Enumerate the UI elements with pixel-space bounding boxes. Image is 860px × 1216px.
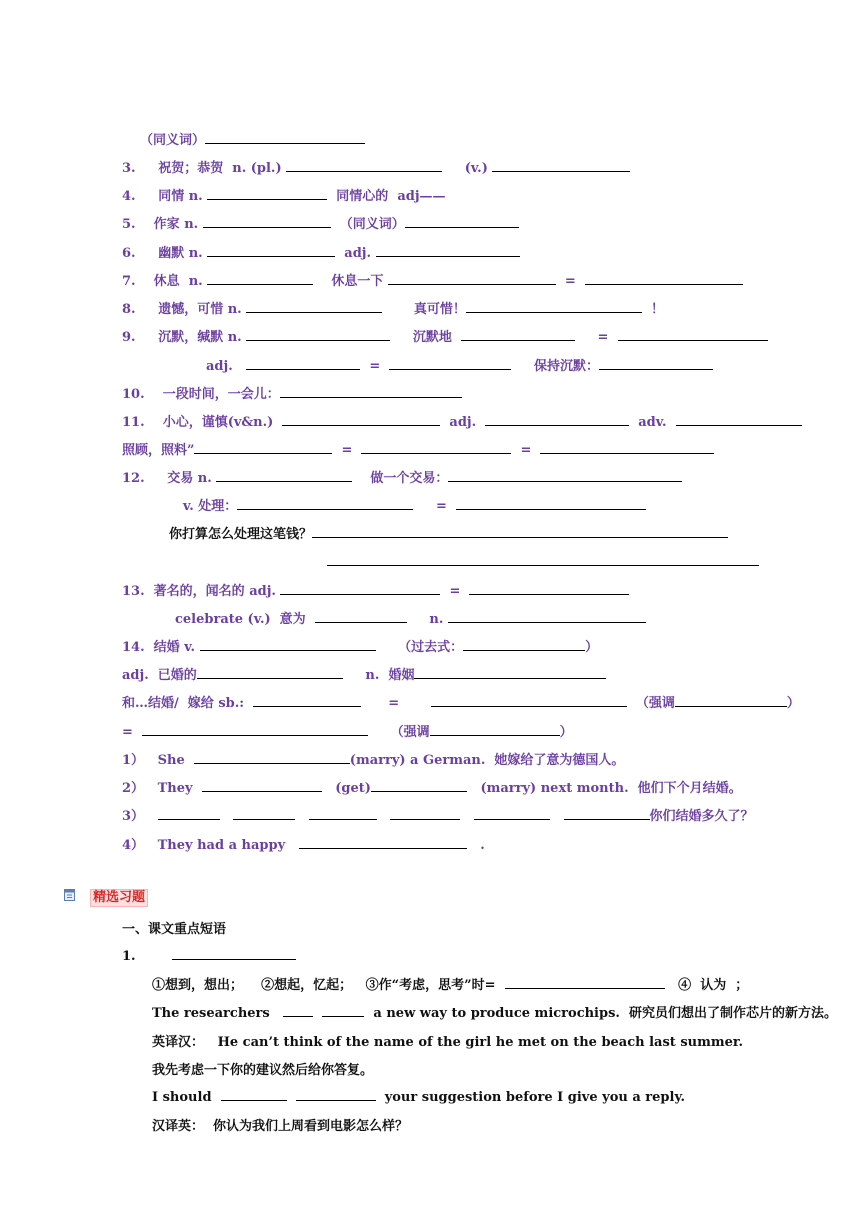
worksheet-line: [327, 552, 759, 570]
line-text: 3）: [122, 809, 158, 824]
line-text: ①想到，想出； ②想起，忆起； ③作“考虑，思考”时=: [152, 978, 505, 993]
answer-blank[interactable]: [505, 975, 665, 989]
answer-blank[interactable]: [327, 552, 759, 566]
answer-blank[interactable]: [216, 468, 352, 482]
answer-blank[interactable]: [207, 271, 313, 285]
line-text: [460, 809, 474, 824]
answer-blank[interactable]: [599, 356, 713, 370]
line-text: (get): [321, 781, 371, 796]
line-text: n. 婚姻: [342, 668, 415, 683]
worksheet-line: [152, 1059, 373, 1078]
answer-blank[interactable]: [246, 356, 360, 370]
worksheet-line: [122, 185, 446, 204]
worksheet-line: [122, 326, 768, 345]
worksheet-line: [122, 383, 462, 402]
answer-blank[interactable]: [286, 158, 442, 172]
line-text: （过去式：: [375, 640, 464, 655]
worksheet-line: [152, 1002, 837, 1021]
answer-blank[interactable]: [282, 412, 440, 426]
line-text: ）: [585, 640, 599, 655]
line-text: a new way to produce microchips. 研究员们想出了制作芯片的新方法。: [364, 1006, 837, 1021]
line-text: 13. 著名的，闻名的 adj.: [122, 584, 281, 599]
worksheet-line: [122, 918, 226, 937]
line-text: 2） They: [122, 781, 202, 796]
worksheet-line: [183, 495, 646, 514]
line-text: (marry) next month. 他们下个月结婚。: [466, 781, 742, 796]
answer-blank[interactable]: [485, 412, 629, 426]
book-icon: [64, 889, 75, 901]
line-text: adj. 已婚的: [122, 668, 197, 683]
answer-blank[interactable]: [221, 1087, 287, 1101]
worksheet-line: [122, 242, 520, 261]
answer-blank[interactable]: [280, 384, 462, 398]
line-text: 英译汉： He can’t think of the name of the girl he met on the beach last summer.: [152, 1035, 744, 1050]
answer-blank[interactable]: [618, 327, 768, 341]
line-text: =: [555, 274, 585, 289]
answer-blank[interactable]: [456, 496, 646, 510]
answer-blank[interactable]: [376, 243, 520, 257]
line-text: 4. 同情 n.: [122, 189, 208, 204]
answer-blank[interactable]: [389, 356, 511, 370]
worksheet-line: [175, 608, 646, 627]
line-text: 汉译英： 你认为我们上周看到电影怎么样？: [152, 1119, 409, 1134]
worksheet-line: [122, 664, 606, 683]
worksheet-line: [122, 157, 630, 176]
line-text: 休息一下: [313, 274, 388, 289]
answer-blank[interactable]: [492, 158, 630, 172]
answer-blank[interactable]: [233, 806, 295, 820]
worksheet-line: [122, 805, 754, 824]
line-text: 一、课文重点短语: [122, 922, 227, 937]
line-text: =: [574, 330, 618, 345]
worksheet-line: [122, 270, 743, 289]
line-text: （同义词）: [330, 217, 405, 232]
answer-blank[interactable]: [469, 581, 629, 595]
answer-blank[interactable]: [237, 496, 413, 510]
worksheet-line: [122, 467, 682, 486]
answer-blank[interactable]: [158, 806, 220, 820]
line-text: ④ 认为 ；: [664, 978, 749, 993]
line-text: =: [511, 443, 541, 458]
answer-blank[interactable]: [296, 1087, 376, 1101]
worksheet-line: [122, 777, 742, 796]
line-text: adv.: [629, 415, 676, 430]
line-text: adj.: [335, 246, 376, 261]
answer-blank[interactable]: [207, 243, 335, 257]
line-text: 6. 幽默 n.: [122, 246, 208, 261]
line-text: =: [332, 443, 362, 458]
answer-blank[interactable]: [390, 806, 460, 820]
line-text: n.: [406, 612, 448, 627]
answer-blank[interactable]: [280, 581, 440, 595]
line-text: 同情心的 adj——: [327, 189, 446, 204]
line-text: 11. 小心，谨慎(v&n.): [122, 415, 283, 430]
worksheet-line: [140, 129, 365, 148]
line-text: ！: [641, 302, 664, 317]
section-title: 精选习题: [90, 889, 148, 907]
answer-blank[interactable]: [463, 637, 585, 651]
line-text: adj.: [206, 359, 247, 374]
answer-blank[interactable]: [466, 299, 642, 313]
worksheet-line: [122, 580, 629, 599]
answer-blank[interactable]: [448, 609, 646, 623]
line-text: 10. 一段时间，一会儿：: [122, 387, 280, 402]
answer-blank[interactable]: [200, 637, 376, 651]
answer-blank[interactable]: [371, 778, 467, 792]
line-text: 照顾，照料”: [122, 443, 195, 458]
answer-blank[interactable]: [448, 468, 682, 482]
answer-blank[interactable]: [461, 327, 575, 341]
line-text: 9. 沉默，缄默 n.: [122, 330, 247, 345]
answer-blank[interactable]: [194, 440, 332, 454]
worksheet-line: [122, 411, 802, 430]
answer-blank[interactable]: [675, 693, 787, 707]
line-text: （同义词）: [140, 133, 206, 148]
line-text: 保持沉默：: [511, 359, 599, 374]
line-text: 5. 作家 n.: [122, 217, 203, 232]
line-text: 你们结婚多久了？: [649, 809, 754, 824]
line-text: 14. 结婚 v.: [122, 640, 200, 655]
answer-blank[interactable]: [388, 271, 556, 285]
answer-blank[interactable]: [315, 609, 407, 623]
line-text: 做一个交易：: [352, 471, 449, 486]
worksheet-line: [122, 946, 296, 964]
line-text: 1） She: [122, 753, 194, 768]
line-text: 我先考虑一下你的建议然后给你答复。: [152, 1063, 374, 1078]
line-text: =: [413, 499, 456, 514]
answer-blank[interactable]: [246, 327, 390, 341]
line-text: 你打算怎么处理这笔钱？: [169, 527, 313, 542]
worksheet-line: [122, 721, 573, 740]
line-text: =: [122, 725, 142, 740]
answer-blank[interactable]: [414, 665, 606, 679]
answer-blank[interactable]: [312, 524, 728, 538]
line-text: 8. 遗憾，可惜 n.: [122, 302, 247, 317]
line-text: 7. 休息 n.: [122, 274, 208, 289]
answer-blank[interactable]: [172, 946, 296, 960]
line-text: 1.: [122, 949, 172, 964]
line-text: [220, 809, 234, 824]
worksheet-line: [122, 692, 800, 711]
line-text: 真可惜！: [382, 302, 466, 317]
worksheet-line: [122, 439, 714, 458]
line-text: .: [466, 838, 485, 853]
line-text: I should: [152, 1090, 221, 1105]
line-text: [550, 809, 564, 824]
line-text: 4） They had a happy: [122, 838, 299, 853]
line-text: 和…结婚/ 嫁给 sb.:: [122, 696, 254, 711]
answer-blank[interactable]: [474, 806, 550, 820]
worksheet-line: [152, 1115, 408, 1134]
line-text: The researchers: [152, 1006, 284, 1021]
line-text: [287, 1090, 296, 1105]
answer-blank[interactable]: [194, 750, 350, 764]
answer-blank[interactable]: [361, 440, 511, 454]
line-text: 3. 祝贺；恭贺 n. (pl.): [122, 161, 287, 176]
worksheet-line: [152, 974, 748, 993]
line-text: [295, 809, 309, 824]
line-text: 12. 交易 n.: [122, 471, 217, 486]
answer-blank[interactable]: [283, 1003, 313, 1017]
answer-blank[interactable]: [585, 271, 743, 285]
answer-blank[interactable]: [540, 440, 714, 454]
answer-blank[interactable]: [197, 665, 343, 679]
answer-blank[interactable]: [202, 778, 322, 792]
answer-blank[interactable]: [142, 722, 368, 736]
line-text: adj.: [440, 415, 486, 430]
line-text: 沉默地: [390, 330, 461, 345]
answer-blank[interactable]: [405, 214, 519, 228]
worksheet-line: [122, 298, 664, 317]
worksheet-line: [152, 1031, 743, 1050]
answer-blank[interactable]: [246, 299, 382, 313]
answer-blank[interactable]: [676, 412, 802, 426]
line-text: （强调: [626, 696, 675, 711]
answer-blank[interactable]: [322, 1003, 364, 1017]
answer-blank[interactable]: [309, 806, 377, 820]
answer-blank[interactable]: [205, 130, 365, 144]
worksheet-line: [152, 1087, 685, 1105]
answer-blank[interactable]: [253, 693, 361, 707]
worksheet-line: [206, 355, 713, 374]
line-text: (marry) a German. 她嫁给了意为德国人。: [349, 753, 625, 768]
answer-blank[interactable]: [207, 186, 327, 200]
answer-blank[interactable]: [431, 693, 627, 707]
answer-blank[interactable]: [299, 835, 467, 849]
answer-blank[interactable]: [564, 806, 650, 820]
line-text: ）: [786, 696, 800, 711]
worksheet-line: [122, 749, 624, 768]
line-text: celebrate (v.) 意为: [175, 612, 315, 627]
line-text: (v.): [442, 161, 493, 176]
line-text: =: [361, 696, 431, 711]
line-text: ）: [559, 725, 573, 740]
line-text: v. 处理：: [183, 499, 238, 514]
line-text: [313, 1006, 322, 1021]
line-text: =: [440, 584, 470, 599]
answer-blank[interactable]: [430, 722, 560, 736]
answer-blank[interactable]: [203, 214, 331, 228]
line-text: [377, 809, 391, 824]
worksheet-line: [169, 523, 728, 542]
line-text: your suggestion before I give you a reply.: [375, 1090, 686, 1105]
line-text: （强调: [367, 725, 430, 740]
worksheet-line: [122, 213, 519, 232]
worksheet-line: [122, 636, 598, 655]
line-text: =: [360, 359, 390, 374]
worksheet-line: [122, 834, 485, 853]
